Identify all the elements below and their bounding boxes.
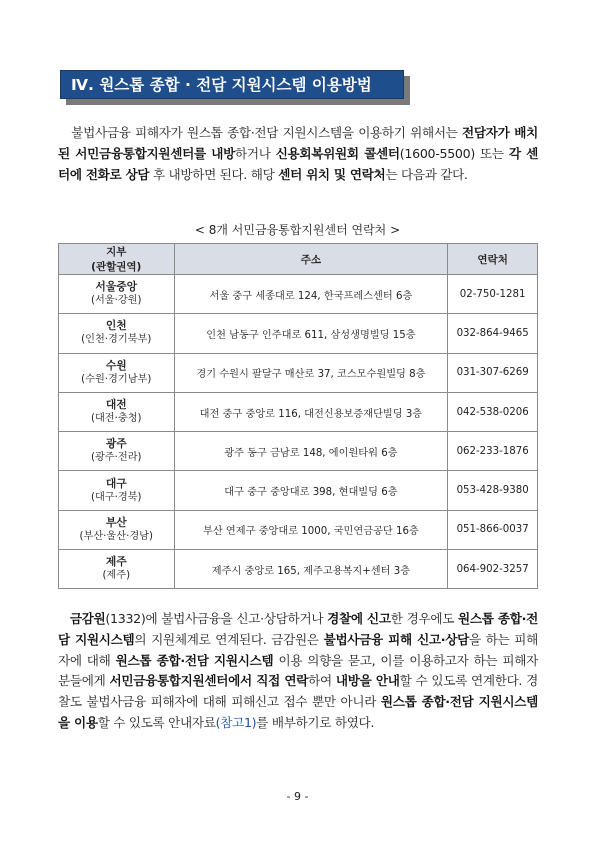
table-row	[59, 314, 538, 353]
branch-area: (대전·충청)	[90, 413, 142, 425]
table-row	[59, 275, 538, 314]
intro-emphasis: 센터 위치 및 연락처	[278, 166, 386, 182]
table-row	[59, 392, 538, 431]
table-caption: < 8개 서민금융통합지원센터 연락처 >	[194, 223, 401, 237]
table-row	[59, 353, 538, 392]
address-cell: 부산 연제구 중앙대로 1000, 국민연금공단 16층	[174, 510, 448, 549]
address-cell: 광주 동구 금남로 148, 에이원타워 6층	[174, 432, 448, 471]
guidance-text: 한 경우에도	[390, 611, 458, 626]
branch-area: (제주)	[102, 570, 131, 582]
branch-cell	[59, 550, 175, 589]
guidance-paragraph	[58, 609, 538, 734]
branch-cell	[59, 314, 175, 353]
phone-cell: 064-902-3257	[448, 550, 538, 589]
branch-area: (대구·경북)	[90, 491, 142, 503]
branch-cell	[59, 510, 175, 549]
address-cell: 서울 중구 세종대로 124, 한국프레스센터 6층	[174, 275, 448, 314]
address-cell: 대구 중구 중앙대로 398, 현대빌딩 6층	[174, 471, 448, 510]
intro-emphasis: 전담자가 배치된 서민금융통합지원센터를 내방	[58, 125, 538, 161]
intro-text: 불법사금융 피해자가 원스톱 종합·전담 지원시스템을 이용하기 위해서는	[71, 125, 462, 140]
phone-cell: 032-864-9465	[448, 314, 538, 353]
page-number: - 9 -	[286, 790, 309, 803]
phone-cell: 031-307-6269	[448, 353, 538, 392]
guidance-emphasis: 경찰에 신고	[327, 611, 391, 626]
table-row	[59, 550, 538, 589]
header-contact: 연락처	[448, 244, 538, 275]
branch-area: (광주·전라)	[90, 452, 142, 464]
phone-cell: 062-233-1876	[448, 432, 538, 471]
phone-cell: 02-750-1281	[448, 275, 538, 314]
branch-name: 서울중앙	[95, 280, 138, 294]
reference-link[interactable]: (참고1)	[215, 714, 257, 730]
branch-cell	[59, 471, 175, 510]
section-title-block	[60, 70, 410, 105]
guidance-text: 이용 의향을 묻고, 이를 이용하고자 하는 피해자 분들에게	[58, 652, 539, 689]
address-cell: 제주시 중앙로 165, 제주고용복지+센터 3층	[174, 550, 448, 589]
guidance-emphasis: 서민금융통합지원센터에서 직접 연락	[109, 673, 309, 689]
guidance-emphasis: 원스톱 종합·전담 지원시스템을 이용	[58, 694, 538, 730]
branch-name: 대구	[105, 476, 127, 490]
guidance-text: 하여	[308, 673, 336, 689]
guidance-emphasis: 금감원	[69, 611, 106, 626]
intro-text: 하거나	[235, 145, 276, 161]
table-row	[59, 432, 538, 471]
guidance-emphasis: 불법사금융 피해 신고·상담	[323, 631, 470, 647]
table-row	[59, 471, 538, 510]
address-cell: 대전 중구 중앙로 116, 대전신용보증재단빌딩 3층	[174, 392, 448, 431]
phone-cell: 042-538-0206	[448, 392, 538, 431]
address-cell: 경기 수원시 팔달구 매산로 37, 코스모수원빌딩 8층	[174, 353, 448, 392]
table-row	[59, 510, 538, 549]
phone-cell: 053-428-9380	[448, 471, 538, 510]
intro-text: (1600-5500) 또는	[399, 145, 509, 161]
guidance-text: 할 수 있도록 안내자료	[97, 714, 216, 730]
branch-area: (부산·울산·경남)	[79, 530, 153, 542]
header-address: 주소	[174, 244, 448, 275]
intro-text: 후 내방하면 된다. 해당	[149, 166, 279, 182]
guidance-text: 의 지원체계로 연계된다. 금감원은	[134, 631, 324, 647]
branch-name: 광주	[105, 437, 127, 451]
phone-cell: 051-866-0037	[448, 510, 538, 549]
guidance-emphasis: 원스톱 종합·전담 지원시스템	[58, 611, 538, 647]
branch-cell	[59, 392, 175, 431]
guidance-emphasis: 내방을 안내	[335, 673, 400, 689]
intro-emphasis: 신용회복위원회 콜센터	[275, 145, 400, 161]
intro-paragraph	[58, 123, 538, 185]
branch-name: 부산	[105, 515, 127, 529]
intro-emphasis: 각 센터에 전화로 상담	[58, 145, 539, 182]
guidance-text: (1332)에 불법사금융을 신고·상담하거나	[105, 611, 328, 626]
branch-cell	[59, 432, 175, 471]
branch-name: 제주	[105, 555, 127, 569]
intro-text: 는 다음과 같다.	[385, 166, 468, 182]
branch-name: 인천	[105, 319, 127, 333]
branch-name: 대전	[105, 398, 127, 412]
branch-area: (서울·강원)	[90, 295, 142, 307]
header-branch: 지부 (관할권역)	[59, 244, 175, 275]
center-contacts-table	[58, 243, 538, 589]
guidance-text: 할 수 있도록 연계한다. 경찰도 불법사금융 피해자에 대해 피해신고 접수 뿐만 아니라	[58, 673, 539, 710]
guidance-emphasis: 원스톱 종합·전담 지원시스템	[115, 652, 274, 668]
guidance-text: 을 하는 피해자에 대해	[58, 631, 539, 668]
guidance-text: 를 배부하기로 하였다.	[256, 714, 375, 730]
branch-name: 수원	[105, 358, 127, 372]
branch-area: (인천·경기북부)	[81, 334, 152, 346]
address-cell: 인천 남동구 인주대로 611, 삼성생명빌딩 15층	[174, 314, 448, 353]
table-header-row	[59, 244, 538, 275]
branch-cell	[59, 275, 175, 314]
branch-cell	[59, 353, 175, 392]
section-title: Ⅳ. 원스톱 종합 · 전담 지원시스템 이용방법	[60, 70, 404, 99]
branch-area: (수원·경기남부)	[81, 373, 152, 385]
